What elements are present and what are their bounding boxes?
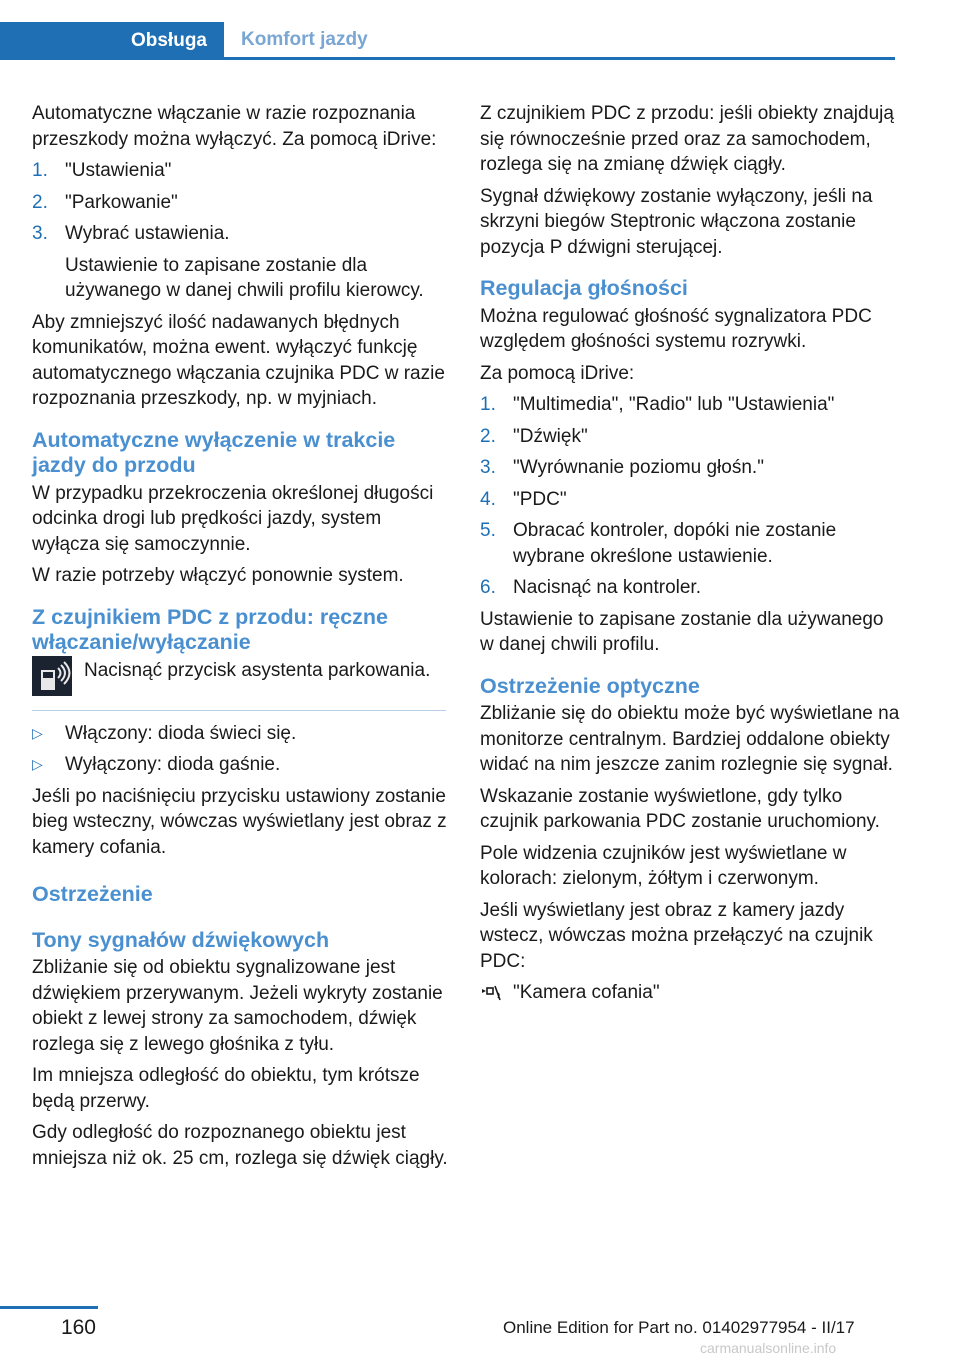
step-number: 3. bbox=[32, 223, 48, 244]
section-heading: Z czujnikiem PDC z przodu: ręczne włączanie/wyłączanie bbox=[32, 604, 388, 654]
divider bbox=[32, 710, 446, 711]
paragraph: W razie potrzeby włączyć ponownie system. bbox=[32, 565, 404, 586]
paragraph: Jeśli po naciśnięciu przycisku ustawiony zostanie bieg wsteczny, wówczas wyświetlany jest obraz z kamery cofania. bbox=[32, 785, 447, 858]
paragraph: Wskazanie zostanie wyświetlone, gdy tylko czujnik parkowania PDC zostanie uruchomiony. bbox=[480, 785, 880, 832]
step-text: "Dźwięk" bbox=[513, 425, 588, 447]
watermark: carmanualsonline.info bbox=[700, 1340, 837, 1356]
list-item bbox=[32, 221, 452, 247]
step-number: 1. bbox=[480, 394, 496, 415]
tab-obsluga[interactable]: Obsługa bbox=[0, 22, 224, 60]
chapter-tabs bbox=[0, 0, 895, 63]
step-text: "PDC" bbox=[513, 488, 567, 510]
step-number: 2. bbox=[480, 425, 496, 447]
step-text: Wybrać ustawienia. bbox=[65, 223, 230, 244]
section-heading: Ostrzeżenie bbox=[32, 882, 153, 906]
paragraph: Automatyczne włączanie w razie rozpoznania przeszkody można wyłączyć. Za pomocą iDrive: bbox=[32, 103, 437, 150]
step-note: Ustawienie to zapisane zostanie dla używanego w danej chwili profilu kierowcy. bbox=[65, 254, 424, 301]
section-heading: Ostrzeżenie optyczne bbox=[480, 673, 700, 698]
bullet-list bbox=[32, 721, 452, 778]
section-heading: Automatyczne wyłączenie w trakcie jazdy do przodu bbox=[32, 427, 396, 477]
list-item bbox=[480, 455, 900, 481]
step-number: 2. bbox=[32, 191, 48, 213]
paragraph: Sygnał dźwiękowy zostanie wyłączony, jeśli na skrzyni biegów Steptronic włączona zostanie pozycja P dźwigni sterującej. bbox=[480, 185, 873, 258]
step-text: "Wyrównanie poziomu głośn." bbox=[513, 457, 764, 478]
paragraph: Gdy odległość do rozpoznanego obiektu jest mniejsza niż ok. 25 cm, rozlega się dźwięk ciągły. bbox=[32, 1122, 448, 1169]
bullet-text: Włączony: dioda świeci się. bbox=[65, 722, 297, 744]
list-item bbox=[480, 487, 900, 513]
section-heading: Regulacja głośności bbox=[480, 276, 688, 300]
paragraph: Można regulować głośność sygnalizatora PDC względem głośności systemu rozrywki. bbox=[480, 305, 872, 352]
edition-note: Online Edition for Part no. 01402977954 - II/17 bbox=[503, 1318, 855, 1337]
step-number: 6. bbox=[480, 577, 496, 598]
page-number: 160 bbox=[60, 1316, 96, 1339]
camera-option bbox=[480, 980, 900, 1006]
list-item bbox=[32, 190, 452, 216]
step-number: 3. bbox=[480, 457, 496, 478]
list-item bbox=[32, 752, 452, 778]
section-heading: Tony sygnałów dźwiękowych bbox=[32, 927, 330, 952]
step-number: 1. bbox=[32, 160, 48, 181]
paragraph: Pole widzenia czujników jest wyświetlane w kolorach: zielonym, żółtym i czerwonym. bbox=[480, 842, 847, 889]
paragraph: Z czujnikiem PDC z przodu: jeśli obiekty znajdują się równocześnie przed oraz za samochodem, rozlega się na zmianę dźwięk ciągły. bbox=[480, 103, 894, 175]
list-item bbox=[480, 424, 900, 450]
paragraph: W przypadku przekroczenia określonej długości odcinka drogi lub prędkości jazdy, system wyłącza się samoczynnie. bbox=[32, 482, 434, 555]
step-number: 4. bbox=[480, 488, 496, 510]
park-assist-button-icon bbox=[32, 656, 72, 696]
paragraph: Zbliżanie się od obiektu sygnalizowane jest dźwiękiem przerywanym. Jeżeli wykryty zostanie obiekt z lewej strony za samochodem, dźwięk rozlega się z lewego głośnika z tyłu. bbox=[32, 957, 443, 1055]
bullet-text: Wyłączony: dioda gaśnie. bbox=[65, 754, 281, 775]
paragraph: Jeśli wyświetlany jest obraz z kamery jazdy wstecz, wówczas można przełączyć na czujnik PDC: bbox=[480, 899, 873, 972]
step-text: Nacisnąć na kontroler. bbox=[513, 577, 701, 598]
paragraph: Zbliżanie się do obiektu może być wyświetlane na monitorze centralnym. Bardziej oddalone obiekty widać na nim jeszcze zanim rozlegnie się sygnał. bbox=[480, 703, 900, 775]
paragraph: Ustawienie to zapisane zostanie dla używanego w danej chwili profilu. bbox=[480, 608, 884, 655]
paragraph: Za pomocą iDrive: bbox=[480, 362, 635, 384]
paragraph: Aby zmniejszyć ilość nadawanych błędnych komunikatów, można ewent. wyłączyć funkcję automatycznego włączania czujnika PDC w razie rozpoznania przeszkody, np. w myjniach. bbox=[32, 311, 445, 409]
triangle-bullet-icon: ▷ bbox=[32, 724, 43, 741]
list-item bbox=[480, 392, 900, 418]
left-column bbox=[32, 101, 452, 1177]
right-column bbox=[480, 101, 900, 1006]
list-item bbox=[32, 721, 452, 747]
camera-option-text: "Kamera cofania" bbox=[513, 982, 660, 1003]
step-text: "Ustawienia" bbox=[65, 160, 172, 181]
step-text: "Multimedia", "Radio" lub "Ustawienia" bbox=[513, 394, 835, 415]
steps-list bbox=[480, 392, 900, 601]
footer-rule bbox=[0, 1306, 98, 1309]
icon-instruction bbox=[32, 658, 452, 702]
triangle-bullet-icon: ▷ bbox=[32, 756, 43, 772]
paragraph: Im mniejsza odległość do obiektu, tym krótsze będą przerwy. bbox=[32, 1065, 420, 1112]
list-item bbox=[480, 575, 900, 601]
icon-instruction-text: Nacisnąć przycisk asystenta parkowania. bbox=[84, 659, 431, 681]
list-item bbox=[480, 518, 900, 569]
tab-komfort-jazdy[interactable]: Komfort jazdy bbox=[224, 22, 895, 60]
list-item bbox=[32, 158, 452, 184]
step-number: 5. bbox=[480, 520, 496, 541]
step-text: Obracać kontroler, dopóki nie zostanie wybrane określone ustawienie. bbox=[513, 520, 837, 567]
rear-camera-icon bbox=[480, 984, 502, 1002]
steps-list bbox=[32, 158, 452, 247]
step-text: "Parkowanie" bbox=[65, 191, 178, 213]
